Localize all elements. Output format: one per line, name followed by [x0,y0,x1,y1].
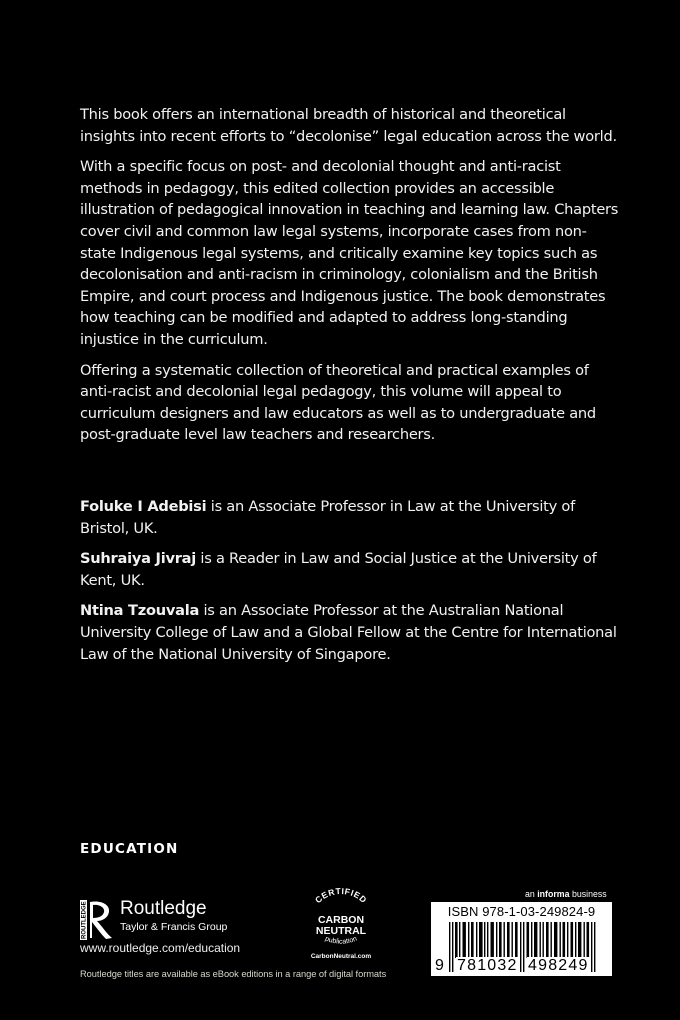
description-paragraph-3: Offering a systematic collection of theoretical and practical examples of anti-racist and decolonial legal pedagogy, this volume will appeal to curriculum designers and law educators as well as to undergraduate and post-graduate level law teachers and researchers. [80,361,596,444]
svg-text:ROUTLEDGE: ROUTLEDGE [81,901,88,939]
subject-category: EDUCATION [80,841,179,857]
editor-bio [80,548,620,591]
informa-prefix: an [525,889,538,899]
editor-bios [80,496,620,674]
barcode-digits-right: 498249 [528,957,589,974]
svg-text:CERTIFIED [313,888,369,905]
badge-bottom-arc: publication [323,935,359,946]
editor-bio-text: is an Associate Professor at the Australian National University College of Law and a Global Fellow at the Centre for International Law of the National University of Singapore. [80,602,617,663]
badge-url: CarbonNeutral.com [310,953,372,960]
informa-suffix: business [569,889,607,899]
publisher-group: Taylor & Francis Group [120,921,228,933]
barcode-digits-left: 781032 [457,957,518,974]
editor-name: Foluke I Adebisi [80,498,207,515]
carbon-neutral-badge-icon [288,888,394,960]
routledge-r-logo-icon [80,900,114,940]
book-description [80,104,620,455]
badge-line2: NEUTRAL [315,925,367,937]
editor-bio-text: is an Associate Professor in Law at the University of Bristol, UK. [80,498,575,537]
editor-bio [80,600,620,665]
editor-name: Suhraiya Jivraj [80,550,197,568]
barcode-digit-first: 9 [435,957,444,974]
badge-line1: CARBON [317,914,365,926]
editor-name: Ntina Tzouvala [80,602,200,620]
informa-tagline [525,889,607,899]
informa-brand: informa [537,889,570,899]
editor-bio [80,496,620,539]
badge-top-arc: CERTIFIED [312,888,370,906]
publisher-logo [80,898,270,942]
publisher-name: Routledge [120,898,207,919]
isbn-label: ISBN 978-1-03-249824-9 [447,904,596,919]
isbn-barcode [431,902,612,976]
carbon-neutral-badge [288,888,394,960]
description-paragraph-2: With a specific focus on post- and decolonial thought and anti-racist methods in pedagogy, this edited collection provides an accessible illustration of pedagogical innovation in teaching and learning law. Chapters cover civil and common law legal systems, incorporate cases from non-state Indigenous legal systems, and critically examine key topics such as decolonisation and anti-racism in criminology, colonialism and the British Empire, and court process and Indigenous justice. The book demonstrates how teaching can be modified and adapted to address long-standing injustice in the curriculum. [80,158,619,348]
publisher-url[interactable]: www.routledge.com/education [80,941,241,955]
editor-bio-text: is a Reader in Law and Social Justice at the University of Kent, UK. [80,550,597,589]
ebook-availability-note: Routledge titles are available as eBook editions in a range of digital formats [80,969,387,979]
description-paragraph-1: This book offers an international breadth of historical and theoretical insights into recent efforts to “decolonise” legal education across the world. [80,106,617,145]
